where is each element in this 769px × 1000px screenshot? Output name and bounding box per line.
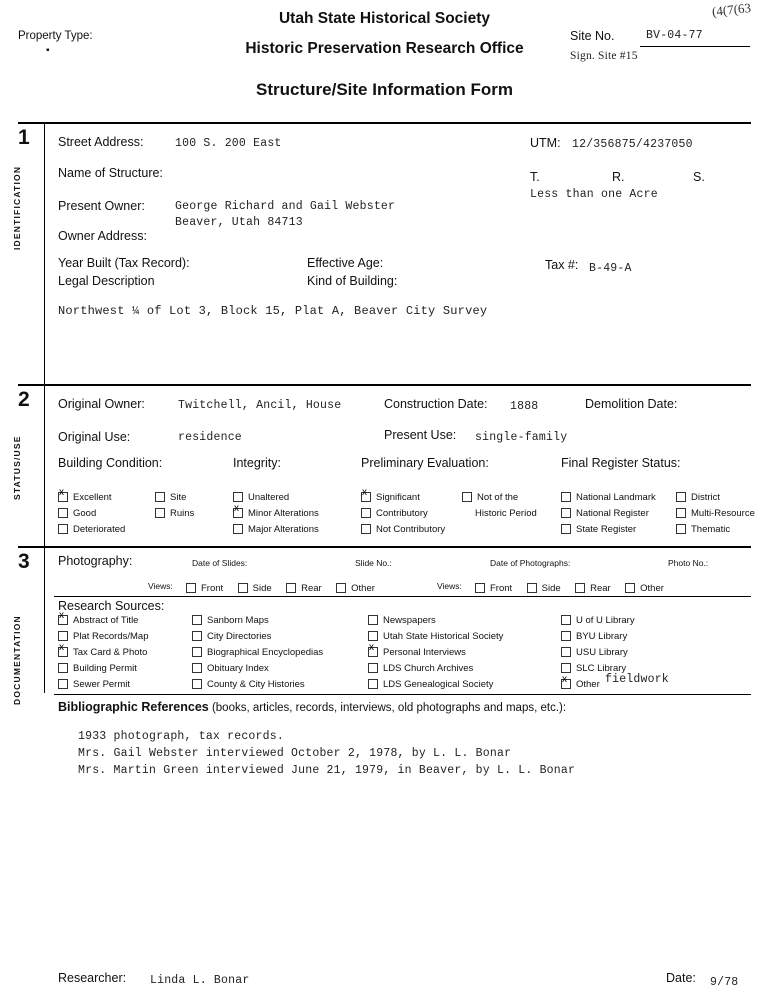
option-label: Rear bbox=[301, 583, 322, 594]
street-address-value: 100 S. 200 East bbox=[175, 137, 282, 150]
photography-label: Photography: bbox=[58, 554, 133, 568]
views-label-left: Views: bbox=[148, 581, 173, 591]
date-value: 9/78 bbox=[710, 976, 739, 989]
option-row[interactable] bbox=[561, 490, 656, 506]
year-built-label: Year Built (Tax Record): bbox=[58, 256, 190, 270]
checkbox-excellent[interactable] bbox=[58, 492, 68, 502]
option-row[interactable] bbox=[368, 629, 503, 645]
option-row[interactable] bbox=[475, 583, 512, 594]
option-row[interactable] bbox=[192, 661, 323, 677]
preliminary-evaluation-label: Preliminary Evaluation: bbox=[361, 456, 489, 470]
option-label: Building Permit bbox=[73, 663, 137, 674]
checkbox-view2-other[interactable] bbox=[625, 583, 635, 593]
checkbox-byu-library[interactable] bbox=[561, 631, 571, 641]
checkbox-unaltered[interactable] bbox=[233, 492, 243, 502]
construction-date-label: Construction Date: bbox=[384, 397, 488, 411]
checkbox-view-front[interactable] bbox=[186, 583, 196, 593]
option-label: Sanborn Maps bbox=[207, 615, 269, 626]
option-label: Minor Alterations bbox=[248, 508, 319, 519]
option-row[interactable] bbox=[336, 583, 375, 594]
checkbox-not-of-the[interactable] bbox=[462, 492, 472, 502]
checkbox-contributory[interactable] bbox=[361, 508, 371, 518]
checkbox-usu-library[interactable] bbox=[561, 647, 571, 657]
other-source-value: fieldwork bbox=[605, 673, 669, 686]
date-of-photographs-label: Date of Photographs: bbox=[490, 558, 571, 568]
final-register-col1 bbox=[561, 490, 656, 538]
checkbox-state-register[interactable] bbox=[561, 524, 571, 534]
checkbox-abstract-of-title[interactable] bbox=[58, 615, 68, 625]
photo-no-label: Photo No.: bbox=[668, 558, 709, 568]
option-row[interactable] bbox=[676, 490, 755, 506]
option-label: Ruins bbox=[170, 508, 195, 519]
checkbox-thematic[interactable] bbox=[676, 524, 686, 534]
checkbox-newspapers[interactable] bbox=[368, 615, 378, 625]
section-2-vertical-label: STATUS/USE bbox=[12, 435, 22, 500]
section-1-vertical-label: IDENTIFICATION bbox=[12, 165, 22, 250]
form-title: Structure/Site Information Form bbox=[256, 80, 513, 99]
demolition-date-label: Demolition Date: bbox=[585, 397, 678, 411]
range-label: R. bbox=[612, 170, 625, 184]
integrity-label: Integrity: bbox=[233, 456, 281, 470]
option-row[interactable] bbox=[575, 583, 611, 594]
bibliographic-body bbox=[78, 728, 575, 779]
option-row[interactable] bbox=[58, 490, 125, 506]
option-row[interactable] bbox=[561, 522, 656, 538]
option-label: Excellent bbox=[73, 492, 112, 503]
section-1-vline bbox=[44, 124, 45, 384]
views-label-right: Views: bbox=[437, 581, 462, 591]
rule-bibliographic-top bbox=[54, 694, 751, 695]
checkbox-sewer-permit[interactable] bbox=[58, 679, 68, 689]
option-label: Not Contributory bbox=[376, 524, 446, 535]
section-1-number: 1 bbox=[18, 126, 30, 149]
property-type-label bbox=[18, 30, 93, 56]
option-label: Unaltered bbox=[248, 492, 290, 503]
option-row[interactable] bbox=[58, 506, 125, 522]
construction-date-value: 1888 bbox=[510, 400, 539, 413]
preliminary-evaluation-group bbox=[361, 490, 445, 538]
option-label: State Register bbox=[576, 524, 637, 535]
option-label: Personal Interviews bbox=[383, 647, 466, 658]
option-label: Front bbox=[201, 583, 224, 594]
option-row[interactable] bbox=[625, 583, 664, 594]
name-of-structure-label: Name of Structure: bbox=[58, 166, 163, 180]
checkbox-view2-front[interactable] bbox=[475, 583, 485, 593]
option-label: Other bbox=[351, 583, 375, 594]
site-no-label: Site No. bbox=[570, 29, 615, 43]
researcher-label: Researcher: bbox=[58, 971, 127, 985]
original-use-label: Original Use: bbox=[58, 430, 131, 444]
option-row[interactable] bbox=[238, 583, 272, 594]
present-owner-value: George Richard and Gail Webster bbox=[175, 200, 396, 213]
integrity-group bbox=[233, 490, 319, 538]
option-label: Obituary Index bbox=[207, 663, 269, 674]
checkbox-utah-state-historical-society[interactable] bbox=[368, 631, 378, 641]
option-row[interactable] bbox=[58, 645, 149, 661]
option-row[interactable] bbox=[155, 506, 194, 522]
street-address-label: Street Address: bbox=[58, 135, 144, 149]
option-row[interactable] bbox=[368, 613, 503, 629]
checkbox-view2-rear[interactable] bbox=[575, 583, 585, 593]
legal-description-label: Legal Description bbox=[58, 274, 155, 288]
option-row[interactable] bbox=[676, 522, 755, 538]
utm-label: UTM: bbox=[530, 136, 561, 150]
checkbox-ruins[interactable] bbox=[155, 508, 165, 518]
original-use-value: residence bbox=[178, 431, 242, 444]
checkbox-sanborn-maps[interactable] bbox=[192, 615, 202, 625]
option-row[interactable] bbox=[462, 490, 537, 506]
option-label: Thematic bbox=[691, 524, 731, 535]
section-2-number: 2 bbox=[18, 388, 30, 411]
date-of-slides-label: Date of Slides: bbox=[192, 558, 248, 568]
checkbox-minor-alterations[interactable] bbox=[233, 508, 243, 518]
utm-value: 12/356875/4237050 bbox=[572, 138, 693, 151]
final-register-status-label: Final Register Status: bbox=[561, 456, 681, 470]
option-label: Plat Records/Map bbox=[73, 631, 149, 642]
option-row[interactable] bbox=[58, 661, 149, 677]
slide-no-label: Slide No.: bbox=[355, 558, 392, 568]
checkbox-view2-side[interactable] bbox=[527, 583, 537, 593]
option-label: Utah State Historical Society bbox=[383, 631, 504, 642]
original-owner-value: Twitchell, Ancil, House bbox=[178, 399, 342, 412]
site-no-value: BV-04-77 bbox=[646, 29, 703, 42]
option-label: Significant bbox=[376, 492, 420, 503]
option-row[interactable] bbox=[233, 506, 319, 522]
option-row[interactable] bbox=[58, 629, 149, 645]
checkbox-site[interactable] bbox=[155, 492, 165, 502]
bibliographic-line: 1933 photograph, tax records. bbox=[78, 730, 284, 743]
option-label: Other bbox=[576, 679, 600, 690]
option-label: USU Library bbox=[576, 647, 628, 658]
option-label: National Landmark bbox=[576, 492, 656, 503]
checkbox-obituary-index[interactable] bbox=[192, 663, 202, 673]
owner-address-label: Owner Address: bbox=[58, 229, 147, 243]
checkbox-slc-library[interactable] bbox=[561, 663, 571, 673]
checkbox-biographical-encyclopedias[interactable] bbox=[192, 647, 202, 657]
option-row[interactable] bbox=[361, 506, 445, 522]
legal-description-value: Northwest ¼ of Lot 3, Block 15, Plat A, Beaver City Survey bbox=[58, 304, 488, 318]
research-sources-label: Research Sources: bbox=[58, 599, 165, 613]
township-label: T. bbox=[530, 170, 540, 184]
checkbox-district[interactable] bbox=[676, 492, 686, 502]
option-row[interactable] bbox=[561, 506, 656, 522]
present-use-value: single-family bbox=[475, 431, 568, 444]
checkbox-building-permit[interactable] bbox=[58, 663, 68, 673]
checkbox-personal-interviews[interactable] bbox=[368, 647, 378, 657]
option-row[interactable] bbox=[192, 645, 323, 661]
checkbox-multi-resource[interactable] bbox=[676, 508, 686, 518]
option-label: Rear bbox=[590, 583, 611, 594]
option-row[interactable] bbox=[561, 613, 635, 629]
property-type-tick: ▪ bbox=[46, 45, 50, 56]
site-ruins-group bbox=[155, 490, 194, 522]
option-row[interactable] bbox=[58, 677, 149, 693]
option-label: District bbox=[691, 492, 721, 503]
bibliographic-line: Mrs. Martin Green interviewed June 21, 1979, in Beaver, by L. L. Bonar bbox=[78, 764, 576, 777]
checkbox-lds-church-archives[interactable] bbox=[368, 663, 378, 673]
option-row[interactable] bbox=[192, 613, 323, 629]
option-label: Not of the bbox=[477, 492, 519, 503]
research-col2 bbox=[192, 613, 323, 693]
option-label: BYU Library bbox=[576, 631, 628, 642]
checkbox-view-side[interactable] bbox=[238, 583, 248, 593]
option-label: Side bbox=[252, 583, 272, 594]
option-row[interactable] bbox=[233, 522, 319, 538]
owner-address-value: Beaver, Utah 84713 bbox=[175, 216, 303, 229]
checkbox-plat-records-map[interactable] bbox=[58, 631, 68, 641]
tax-number-value: B-49-A bbox=[589, 262, 632, 275]
option-label: U of U Library bbox=[576, 615, 635, 626]
sign-site-value: Sign. Site #15 bbox=[570, 50, 638, 62]
research-col1 bbox=[58, 613, 149, 693]
section-3-vertical-label: DOCUMENTATION bbox=[12, 615, 22, 705]
option-label: Contributory bbox=[376, 508, 428, 519]
option-row[interactable] bbox=[561, 629, 635, 645]
researcher-value: Linda L. Bonar bbox=[150, 974, 250, 987]
option-row[interactable] bbox=[58, 522, 125, 538]
building-condition-label: Building Condition: bbox=[58, 456, 163, 470]
option-label: Historic Period bbox=[475, 508, 537, 519]
effective-age-label: Effective Age: bbox=[307, 256, 384, 270]
option-row[interactable] bbox=[192, 677, 323, 693]
building-condition-group bbox=[58, 490, 125, 538]
option-row[interactable] bbox=[361, 522, 445, 538]
acreage-value: Less than one Acre bbox=[530, 188, 658, 201]
option-row[interactable] bbox=[155, 490, 194, 506]
section-2-vline bbox=[44, 386, 45, 548]
views-group-left bbox=[186, 578, 375, 597]
option-label: Sewer Permit bbox=[73, 679, 131, 690]
option-label: Front bbox=[490, 583, 513, 594]
option-row[interactable] bbox=[368, 661, 503, 677]
section-label: S. bbox=[693, 170, 705, 184]
rule-section2-top bbox=[18, 384, 751, 386]
option-row[interactable] bbox=[192, 629, 323, 645]
option-label: Deteriorated bbox=[73, 524, 126, 535]
option-label: Tax Card & Photo bbox=[73, 647, 148, 658]
tax-number-label: Tax #: bbox=[545, 258, 579, 272]
present-use-label: Present Use: bbox=[384, 428, 457, 442]
present-owner-label: Present Owner: bbox=[58, 199, 145, 213]
option-label: SLC Library bbox=[576, 663, 627, 674]
option-row[interactable] bbox=[561, 645, 635, 661]
option-label: LDS Church Archives bbox=[383, 663, 474, 674]
research-col3 bbox=[368, 613, 503, 693]
option-row[interactable] bbox=[676, 506, 755, 522]
option-label: Abstract of Title bbox=[73, 615, 139, 626]
not-of-historic-period-group bbox=[462, 490, 537, 522]
checkbox-not-contributory[interactable] bbox=[361, 524, 371, 534]
option-label: Good bbox=[73, 508, 97, 519]
org-title-line2: Historic Preservation Research Office bbox=[245, 40, 524, 57]
option-label: Major Alterations bbox=[248, 524, 319, 535]
kind-of-building-label: Kind of Building: bbox=[307, 274, 398, 288]
property-type-text: Property Type: bbox=[18, 30, 93, 42]
option-row[interactable] bbox=[233, 490, 319, 506]
checkbox-county-city-histories[interactable] bbox=[192, 679, 202, 689]
checkbox-good[interactable] bbox=[58, 508, 68, 518]
checkbox-lds-genealogical-society[interactable] bbox=[368, 679, 378, 689]
option-label: City Directories bbox=[207, 631, 272, 642]
option-label: Multi-Resource bbox=[691, 508, 755, 519]
option-label: Site bbox=[170, 492, 187, 503]
rule-research-top bbox=[54, 596, 751, 597]
rule-section1-top bbox=[18, 122, 751, 124]
bibliographic-line: Mrs. Gail Webster interviewed October 2, 1978, by L. L. Bonar bbox=[78, 747, 512, 760]
bibliographic-heading: Bibliographic References bbox=[58, 700, 209, 714]
rule-section3-top bbox=[18, 546, 751, 548]
option-row[interactable] bbox=[527, 583, 561, 594]
checkbox-deteriorated[interactable] bbox=[58, 524, 68, 534]
option-row[interactable] bbox=[58, 613, 149, 629]
checkbox-city-directories[interactable] bbox=[192, 631, 202, 641]
original-owner-label: Original Owner: bbox=[58, 397, 145, 411]
checkbox-national-register[interactable] bbox=[561, 508, 571, 518]
org-title-line1: Utah State Historical Society bbox=[278, 10, 491, 27]
checkbox-national-landmark[interactable] bbox=[561, 492, 571, 502]
option-label: Newspapers bbox=[383, 615, 436, 626]
checkbox-other-source[interactable] bbox=[561, 679, 571, 689]
section-3-vline bbox=[44, 548, 45, 693]
checkbox-view-other[interactable] bbox=[336, 583, 346, 593]
date-label: Date: bbox=[666, 971, 696, 985]
site-no-rule bbox=[640, 46, 750, 47]
checkbox-major-alterations[interactable] bbox=[233, 524, 243, 534]
option-row[interactable] bbox=[186, 583, 223, 594]
section-3-number: 3 bbox=[18, 550, 30, 573]
checkbox-u-of-u-library[interactable] bbox=[561, 615, 571, 625]
option-label: County & City Histories bbox=[207, 679, 305, 690]
option-label: LDS Genealogical Society bbox=[383, 679, 494, 690]
handwritten-corner-note: (4(7(63 bbox=[711, 0, 752, 19]
option-row[interactable] bbox=[286, 583, 322, 594]
option-label: Other bbox=[640, 583, 664, 594]
option-label: Side bbox=[541, 583, 561, 594]
option-label: Biographical Encyclopedias bbox=[207, 647, 324, 658]
checkbox-view-rear[interactable] bbox=[286, 583, 296, 593]
final-register-col2 bbox=[676, 490, 755, 538]
checkbox-tax-card-photo[interactable] bbox=[58, 647, 68, 657]
bibliographic-references-label bbox=[58, 700, 566, 714]
option-row[interactable] bbox=[361, 490, 445, 506]
option-row[interactable] bbox=[368, 645, 503, 661]
option-row bbox=[462, 506, 537, 522]
bibliographic-hint: (books, articles, records, interviews, old photographs and maps, etc.): bbox=[208, 702, 567, 714]
option-label: National Register bbox=[576, 508, 649, 519]
checkbox-significant[interactable] bbox=[361, 492, 371, 502]
views-group-right bbox=[475, 578, 664, 597]
option-row[interactable] bbox=[368, 677, 503, 693]
